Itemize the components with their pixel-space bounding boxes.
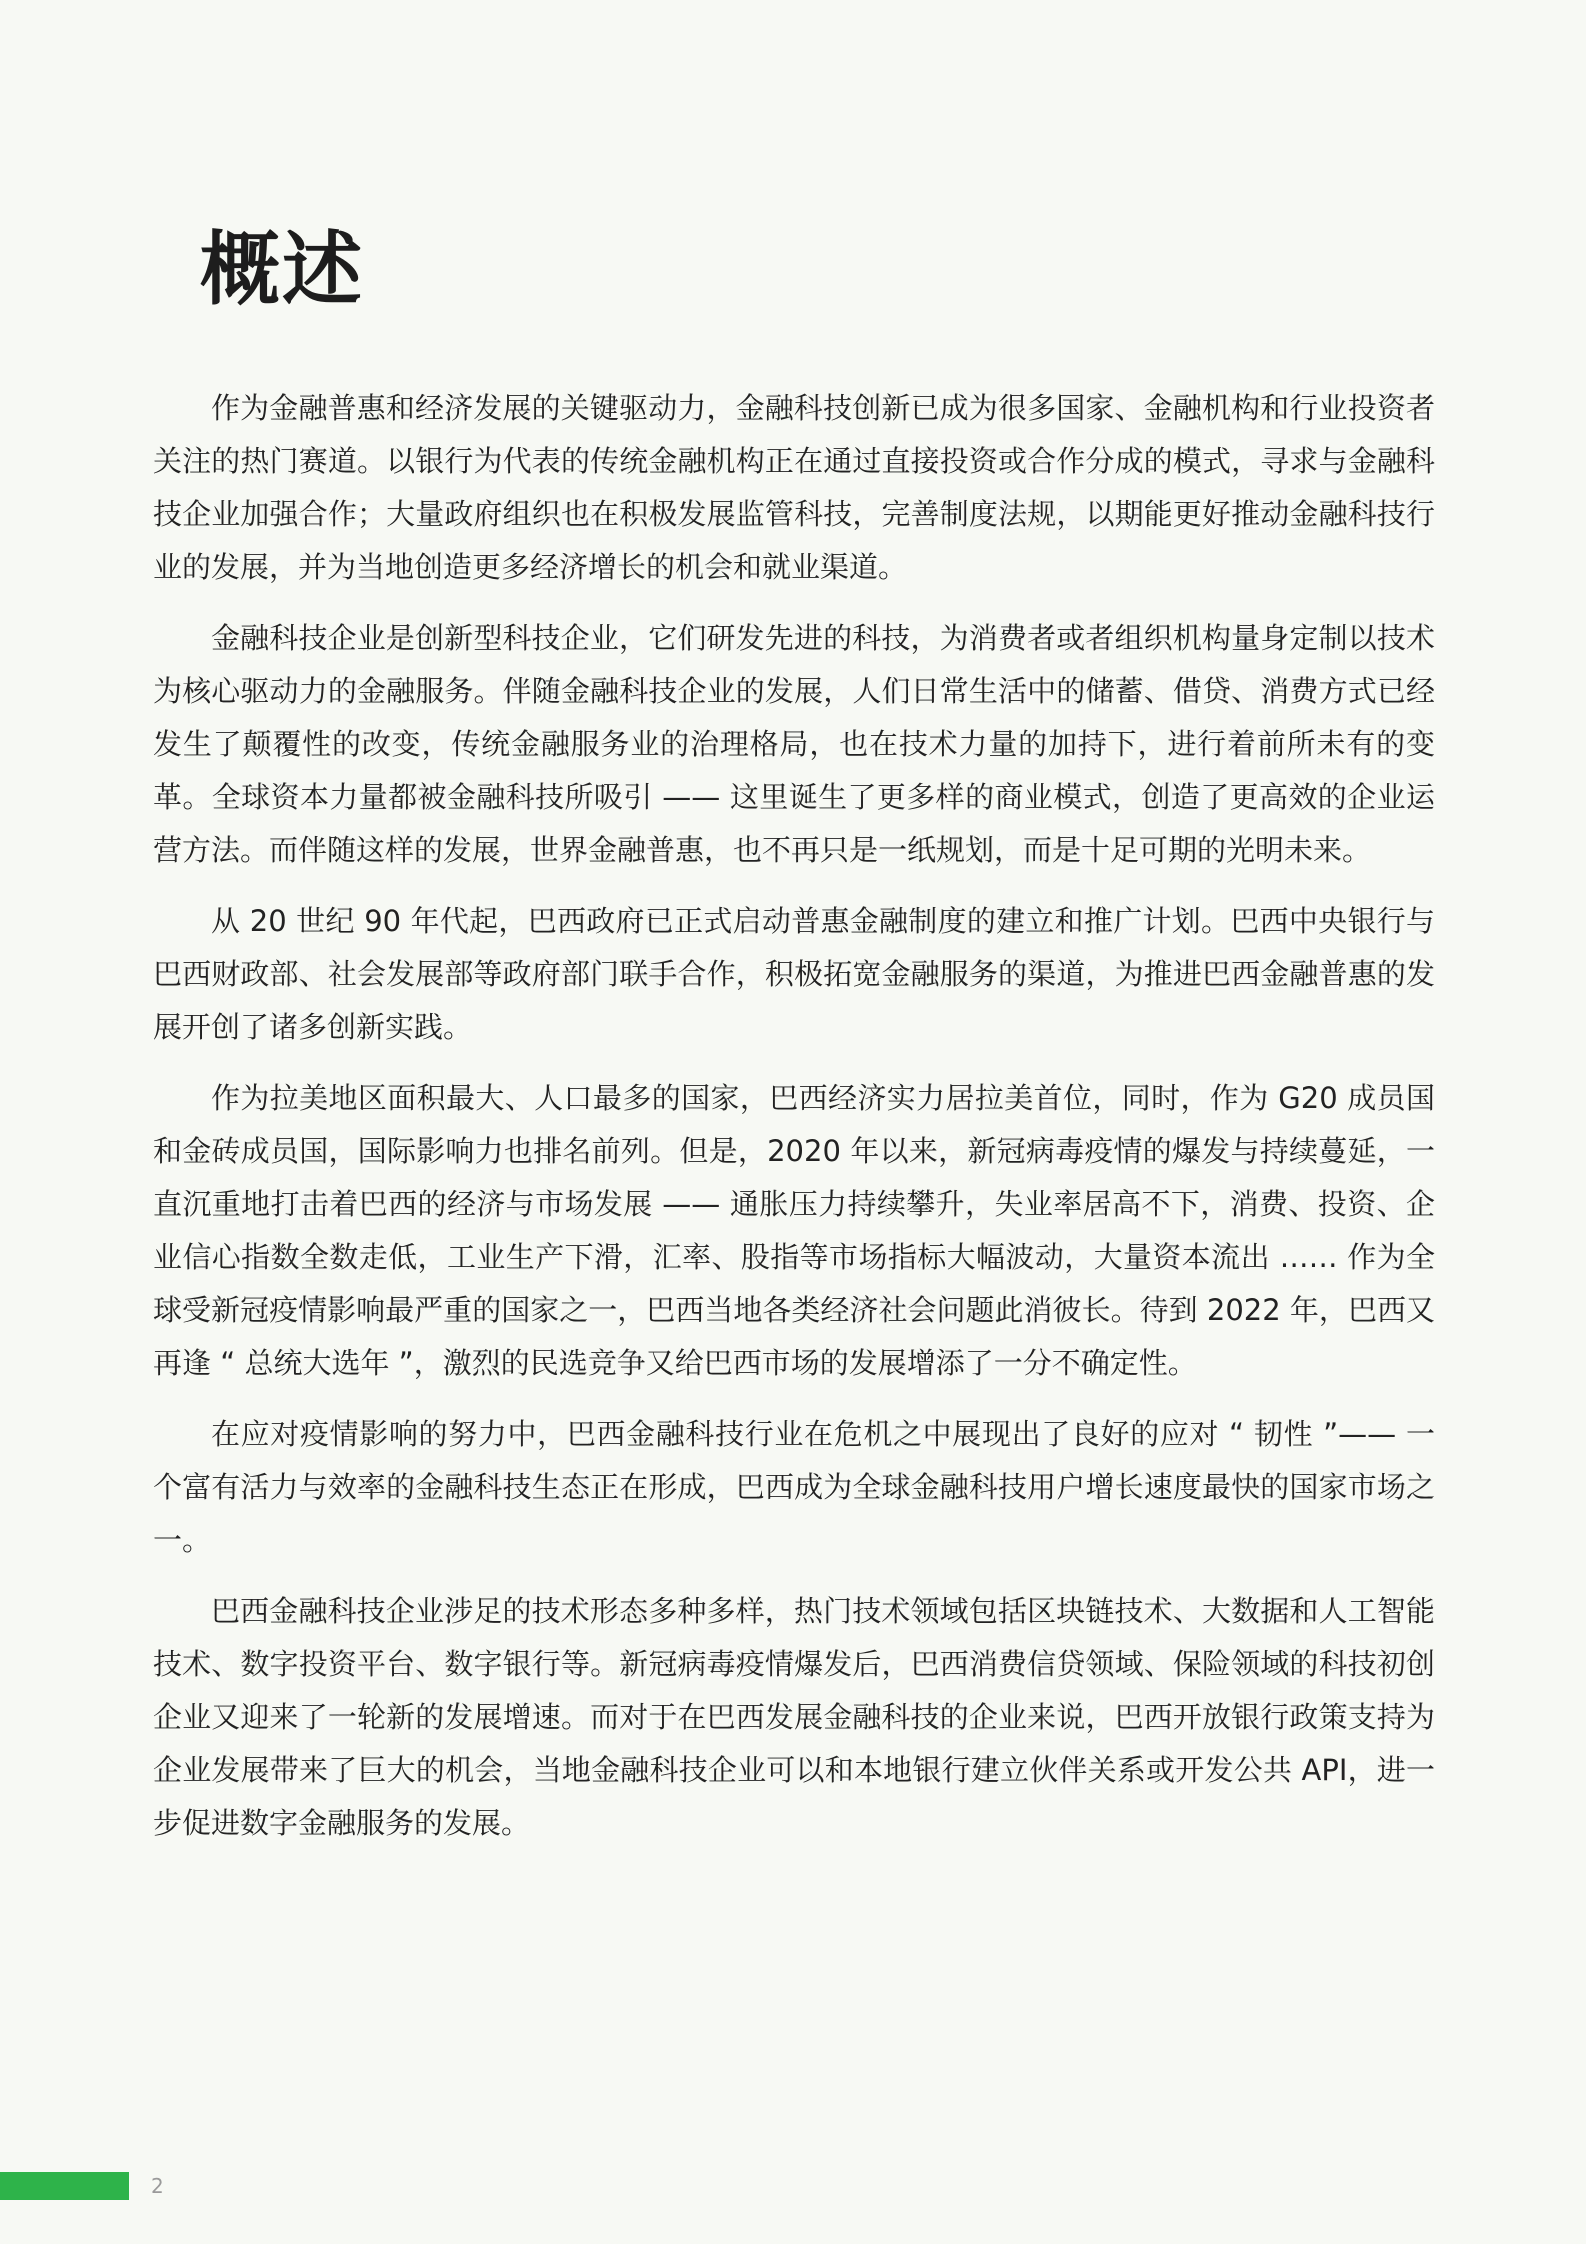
paragraph-intro: 作为金融普惠和经济发展的关键驱动力，金融科技创新已成为很多国家、金融机构和行业投资者关注的热门赛道。以银行为代表的传统金融机构正在通过直接投资或合作分成的模式，寻求与金融科技企业加强合作；大量政府组织也在积极发展监管科技，完善制度法规，以期能更好推动金融科技行业的发展，并为当地创造更多经济增长的机会和就业渠道。: [153, 391, 1435, 584]
paragraph-resilience: 在应对疫情影响的努力中，巴西金融科技行业在危机之中展现出了良好的应对 “ 韧性 ”—— 一个富有活力与效率的金融科技生态正在形成，巴西成为全球金融科技用户增长速度最快的国家市场之一。: [153, 1417, 1435, 1557]
page-number: 2: [151, 2174, 164, 2198]
footer-accent-bar: [0, 2172, 129, 2200]
page-title: 概述: [200, 223, 364, 316]
paragraph-fintech-enterprises: 金融科技企业是创新型科技企业，它们研发先进的科技，为消费者或者组织机构量身定制以技术为核心驱动力的金融服务。伴随金融科技企业的发展，人们日常生活中的储蓄、借贷、消费方式已经发生了颠覆性的改变，传统金融服务业的治理格局，也在技术力量的加持下，进行着前所未有的变革。全球资本力量都被金融科技所吸引 —— 这里诞生了更多样的商业模式，创造了更高效的企业运营方法。而伴随这样的发展，世界金融普惠，也不再只是一纸规划，而是十足可期的光明未来。: [153, 621, 1435, 867]
paragraph-brazil-policy: 从 20 世纪 90 年代起，巴西政府已正式启动普惠金融制度的建立和推广计划。巴西中央银行与巴西财政部、社会发展部等政府部门联手合作，积极拓宽金融服务的渠道，为推进巴西金融普惠的发展开创了诸多创新实践。: [153, 904, 1435, 1044]
body-text: [153, 382, 1435, 1868]
paragraph-brazil-economy: 作为拉美地区面积最大、人口最多的国家，巴西经济实力居拉美首位，同时，作为 G20 成员国和金砖成员国，国际影响力也排名前列。但是，2020 年以来，新冠病毒疫情的爆发与持续蔓延，一直沉重地打击着巴西的经济与市场发展 —— 通胀压力持续攀升，失业率居高不下，消费、投资、企业信心指数全数走低，工业生产下滑，汇率、股指等市场指标大幅波动，大量资本流出 …… 作为全球受新冠疫情影响最严重的国家之一，巴西当地各类经济社会问题此消彼长。待到 2022 年，巴西又再逢 “ 总统大选年 ”，激烈的民选竞争又给巴西市场的发展增添了一分不确定性。: [153, 1081, 1435, 1380]
paragraph-technology: 巴西金融科技企业涉足的技术形态多种多样，热门技术领域包括区块链技术、大数据和人工智能技术、数字投资平台、数字银行等。新冠病毒疫情爆发后，巴西消费信贷领域、保险领域的科技初创企业又迎来了一轮新的发展增速。而对于在巴西发展金融科技的企业来说，巴西开放银行政策支持为企业发展带来了巨大的机会，当地金融科技企业可以和本地银行建立伙伴关系或开发公共 API，进一步促进数字金融服务的发展。: [153, 1594, 1435, 1840]
